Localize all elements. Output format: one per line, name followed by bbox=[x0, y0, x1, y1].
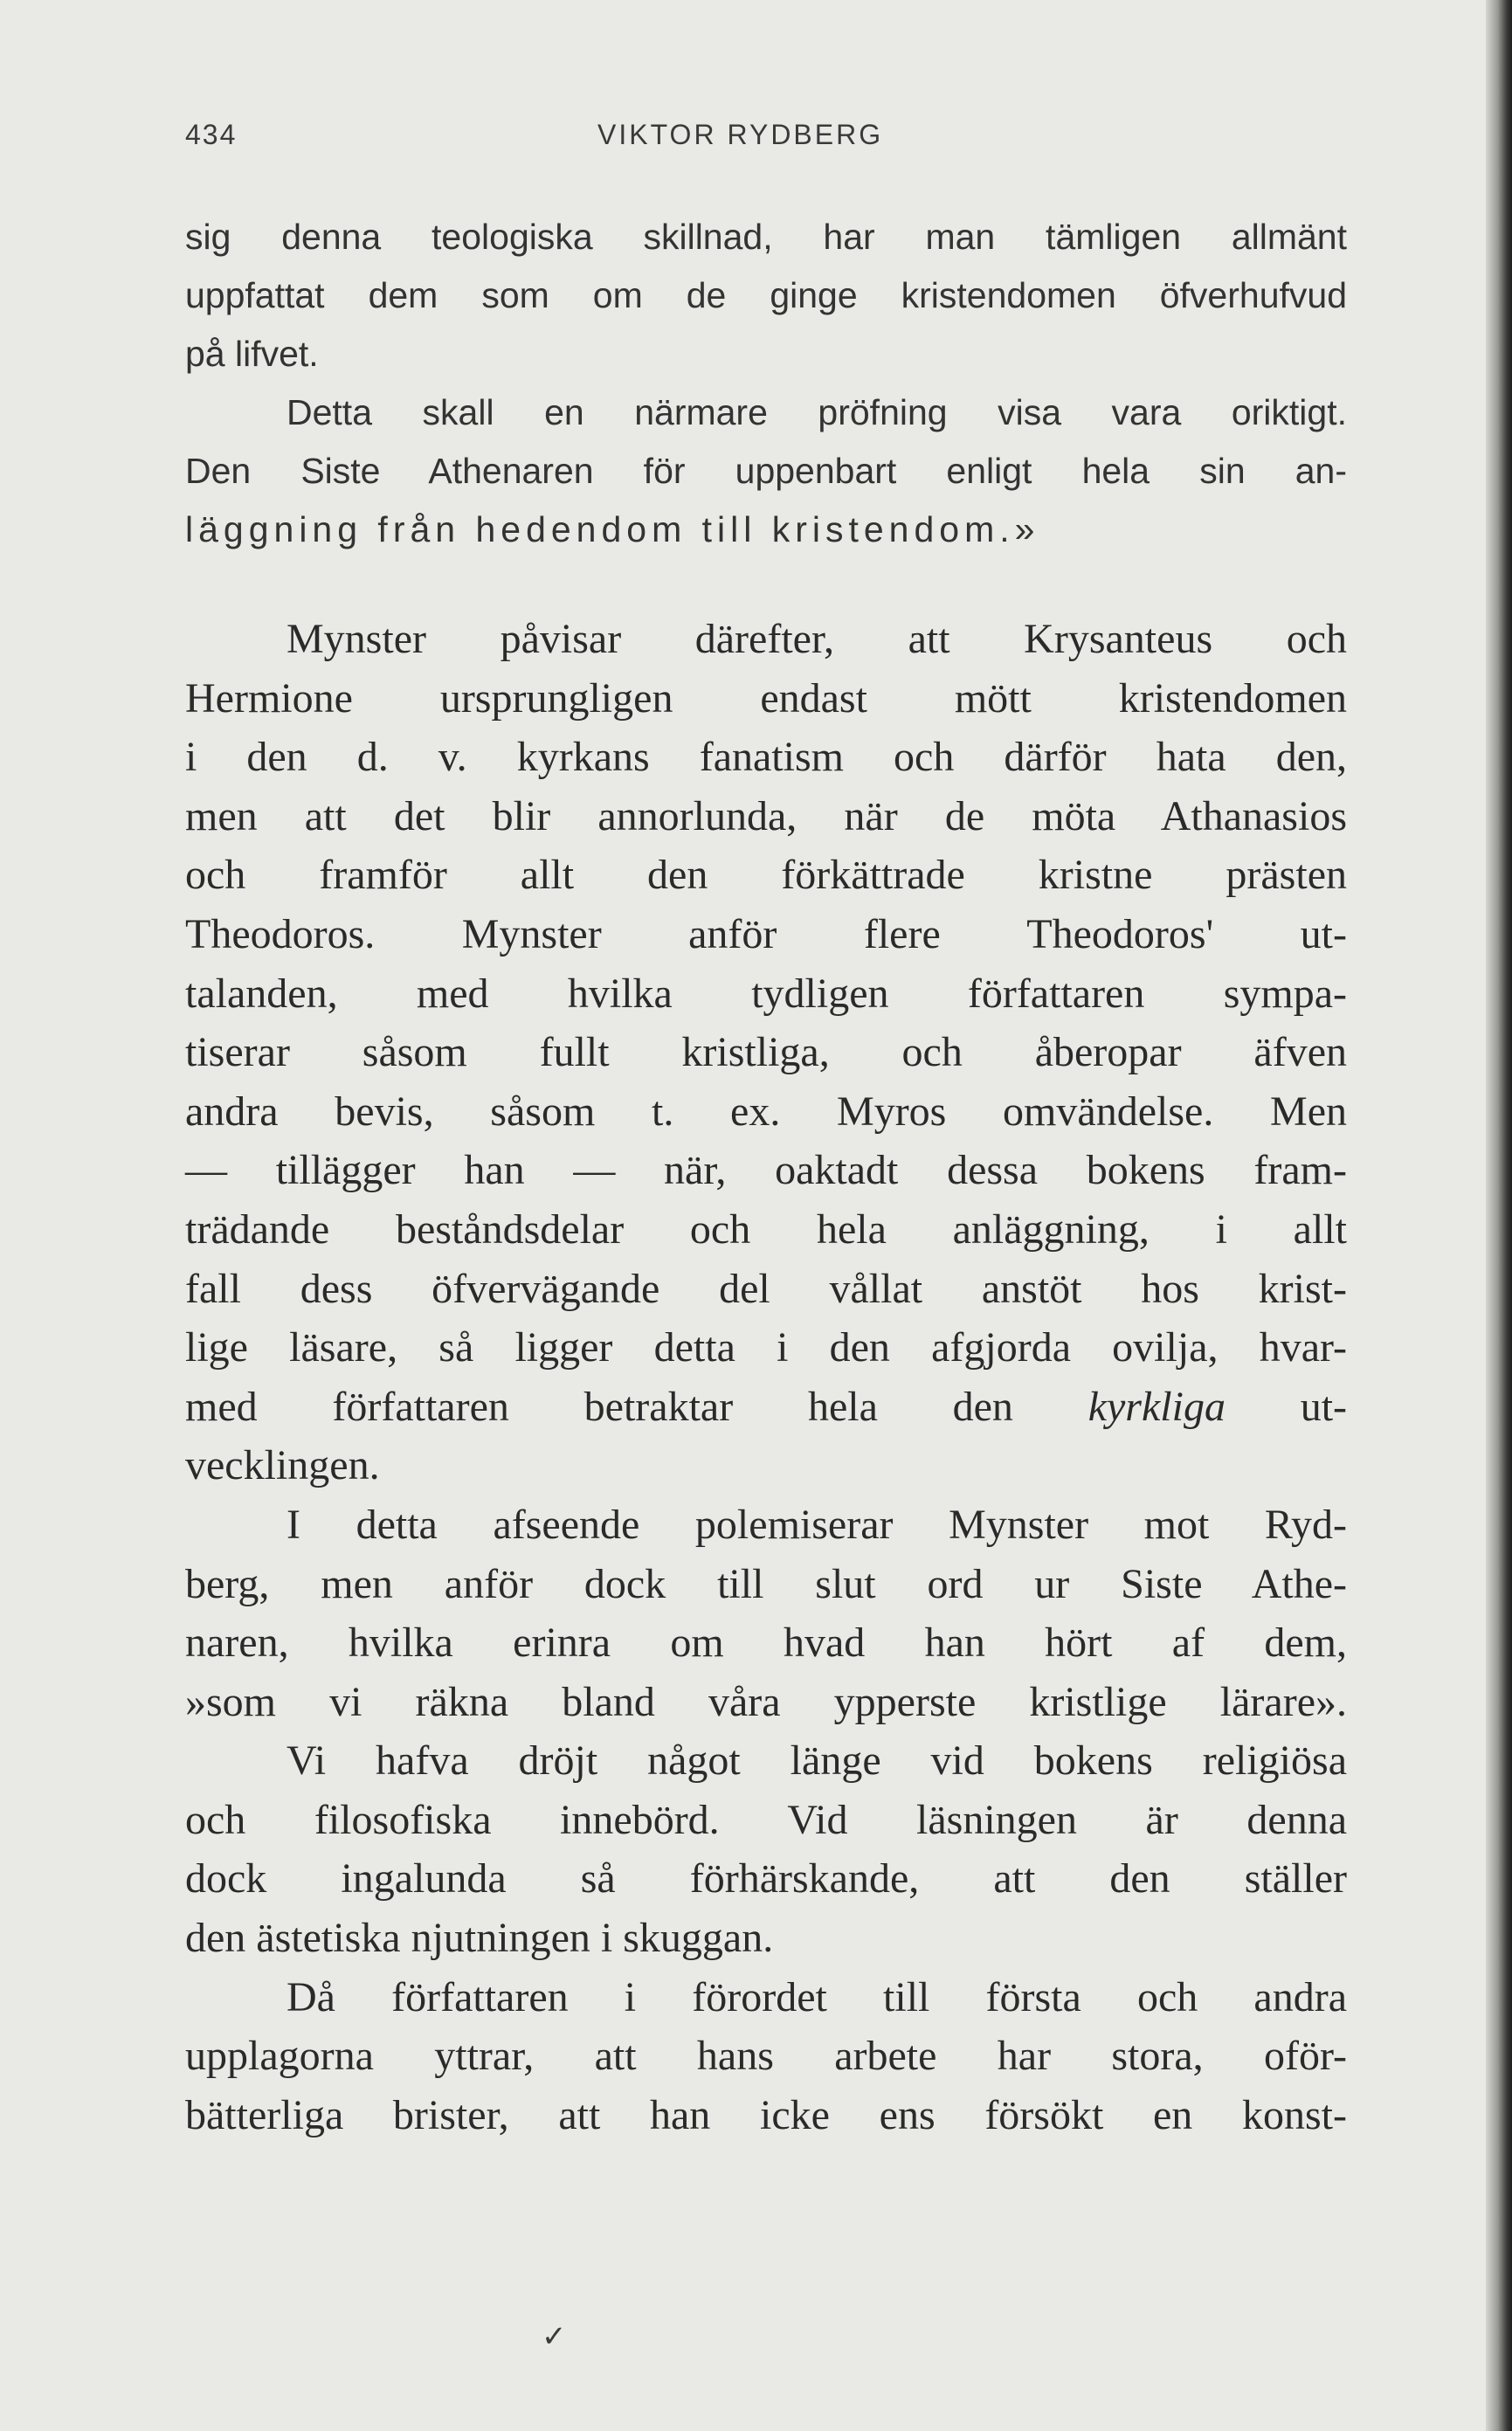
text-line: Hermione ursprungligen endast mött kristendomen bbox=[185, 674, 1347, 722]
text-line: sig denna teologiska skillnad, har man tämligen allmänt bbox=[185, 217, 1347, 257]
text-line: upplagorna yttrar, att hans arbete har stora, oför- bbox=[185, 2033, 1347, 2080]
text-line: Detta skall en närmare pröfning visa vara oriktigt. bbox=[287, 392, 1347, 432]
text-segment: med författaren betraktar hela den bbox=[185, 1383, 1013, 1430]
text-line: fall dess öfvervägande del vållat anstöt hos krist- bbox=[185, 1265, 1347, 1312]
page-edge-shadow bbox=[1486, 0, 1512, 2431]
text-line: berg, men anför dock till slut ord ur Siste Athe- bbox=[185, 1560, 1347, 1607]
text-line: men att det blir annorlunda, när de möta Athanasios bbox=[185, 792, 1347, 839]
quoted-paragraph bbox=[185, 208, 1347, 559]
text-line: Theodoros. Mynster anför flere Theodoros' ut- bbox=[185, 910, 1347, 957]
text-line: Den Siste Athenaren för uppenbart enligt hela sin an- bbox=[185, 451, 1347, 491]
pencil-mark: ✓ bbox=[542, 2321, 567, 2353]
text-line: »som vi räkna bland våra ypperste kristlige lärare». bbox=[185, 1678, 1347, 1725]
text-line: vecklingen. bbox=[185, 1442, 380, 1489]
body-text bbox=[185, 610, 1347, 2144]
italic-word: kyrkliga bbox=[1087, 1383, 1225, 1430]
text-line: bätterliga brister, att han icke ens försökt en konst- bbox=[185, 2091, 1347, 2138]
text-line: — tillägger han — när, oaktadt dessa bokens fram- bbox=[185, 1147, 1347, 1194]
text-line: Mynster påvisar därefter, att Krysanteus och bbox=[287, 616, 1347, 662]
text-line: talanden, med hvilka tydligen författaren sympa- bbox=[185, 970, 1347, 1017]
page-number: 434 bbox=[185, 119, 238, 150]
text-line: trädande beståndsdelar och hela anläggning, i allt bbox=[185, 1205, 1347, 1253]
text-line: lige läsare, så ligger detta i den afgjorda ovilja, hvar- bbox=[185, 1324, 1347, 1371]
text-line: dock ingalunda så förhärskande, att den ställer bbox=[185, 1855, 1347, 1903]
text-line: tiserar såsom fullt kristliga, och åberopar äfven bbox=[185, 1029, 1347, 1076]
text-line: andra bevis, såsom t. ex. Myros omvändelse. Men bbox=[185, 1088, 1347, 1135]
text-line: och framför allt den förkättrade kristne prästen bbox=[185, 852, 1347, 899]
text-line: Vi hafva dröjt något länge vid bokens religiösa bbox=[287, 1737, 1347, 1785]
text-line: I detta afseende polemiserar Mynster mot Ryd- bbox=[287, 1501, 1347, 1548]
text-line: uppfattat dem som om de ginge kristendomen öfverhufvud bbox=[185, 275, 1347, 315]
text-line: den ästetiska njutningen i skuggan. bbox=[185, 1915, 774, 1962]
text-line: läggning från hedendom till kristendom.» bbox=[185, 509, 1040, 549]
page-header bbox=[185, 119, 1347, 157]
text-line: i den d. v. kyrkans fanatism och därför hata den, bbox=[185, 734, 1347, 781]
text-line: och filosofiska innebörd. Vid läsningen är denna bbox=[185, 1796, 1347, 1843]
running-head: VIKTOR RYDBERG bbox=[597, 119, 884, 150]
text-line bbox=[185, 1378, 1347, 1437]
text-segment: ut- bbox=[1300, 1383, 1348, 1430]
text-line: naren, hvilka erinra om hvad han hört af dem, bbox=[185, 1620, 1347, 1667]
text-line: Då författaren i förordet till första och andra bbox=[287, 1973, 1347, 2020]
text-line: på lifvet. bbox=[185, 334, 319, 374]
